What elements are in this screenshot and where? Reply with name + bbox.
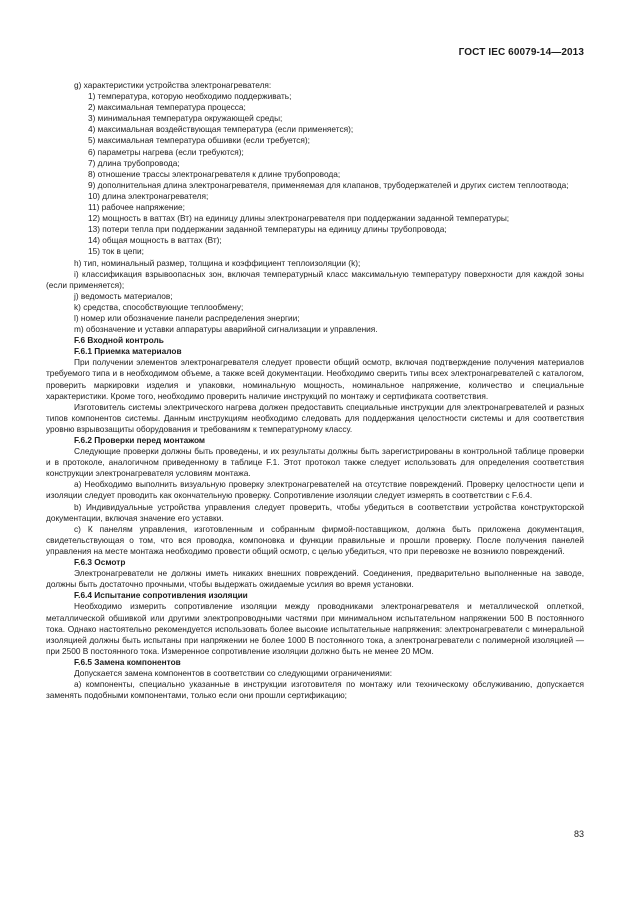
list-item: 7) длина трубопровода; — [88, 157, 180, 168]
list-item: l) номер или обозначение панели распределения энергии; — [74, 312, 300, 323]
list-item: g) характеристики устройства электронагревателя: — [74, 80, 272, 90]
list-item: 5) максимальная температура обшивки (если требуется); — [88, 135, 310, 146]
page-number: 83 — [573, 829, 584, 839]
list-item: 8) отношение трассы электронагревателя к длине трубопровода; — [88, 168, 341, 179]
section-heading: F.6.1 Приемка материалов — [74, 346, 182, 357]
paragraph: Допускается замена компонентов в соответствии со следующими ограничениями: — [74, 667, 393, 678]
paragraph: a) компоненты, специально указанные в инструкции изготовителя по монтажу или техническому обслуживанию, допускается заменять подобными компонентами, только если они прошли сертификацию; — [46, 679, 584, 701]
list-item: 15) ток в цепи; — [88, 246, 144, 257]
list-item: 1) температура, которую необходимо поддерживать; — [88, 91, 292, 102]
list-item: h) тип, номинальный размер, толщина и коэффициент теплоизоляции (k); — [74, 257, 361, 268]
paragraph: Изготовитель системы электрического нагрева должен предоставить специальные инструкции для электронагревателей и разных типов компонентов системы. Данным инструкциям необходимо следовать для поддержания целостности системы и для соответствия уровню взрывозащиты оборудования и требованиям к температурному классу. — [46, 401, 584, 434]
paragraph: a) Необходимо выполнить визуальную проверку электронагревателей на отсутствие повреждений. Проверку целостности цепи и изоляции следует проводить как окончательную проверку. Сопротивление изоляции следует измерять в соответствии с F.6.4. — [46, 479, 584, 501]
list-item: 4) максимальная воздействующая температура (если применяется); — [88, 124, 354, 135]
paragraph: c) К панелям управления, изготовленным и собранным фирмой-поставщиком, должна быть приложена документация, свидетельствующая о том, что вся проводка, компоновка и функции правильные и прошли проверку. После получения панелей управления на месте монтажа необходимо провести общий осмотр, с целью убедиться, что при перевозке не возникло повреждений. — [46, 523, 584, 556]
document-header: ГОСТ IEC 60079-14—2013 — [458, 47, 584, 58]
section-heading: F.6.4 Испытание сопротивления изоляции — [74, 590, 248, 601]
section-heading: F.6.5 Замена компонентов — [74, 656, 181, 667]
section-heading: F.6.2 Проверки перед монтажом — [74, 435, 206, 445]
paragraph: При получении элементов электронагревателя следует провести общий осмотр, включая подтверждение получения материалов требуемого типа и в необходимом объеме, а также всей документации. Необходимо сверить типы всех электронагревателей с каталогом, проверить маркировки изделия и упаковки, номинальную мощность, номинальное напряжение, количество и специальные характеристики. Кроме того, необходимо проверить наличие инструкций по монтажу и сертификата соответствия. — [46, 357, 584, 401]
list-item: 6) параметры нагрева (если требуются); — [88, 146, 244, 157]
document-body — [46, 80, 584, 701]
list-item: m) обозначение и уставки аппаратуры аварийной сигнализации и управления. — [74, 324, 378, 335]
paragraph: Следующие проверки должны быть проведены, и их результаты должны быть зарегистрированы в контрольной таблице проверки и в протоколе, аналогичном приведенному в таблице F.1. Этот протокол также следует использовать для определения соответствия конструкции электронагревателя условиям монтажа. — [46, 446, 584, 479]
list-item: 9) дополнительная длина электронагревателя, применяемая для клапанов, трубодержателей и других систем теплоотвода; — [88, 179, 569, 190]
paragraph: Необходимо измерить сопротивление изоляции между проводниками электронагревателя и металлической оплеткой, металлической обшивкой или другими электропроводными частями при минимальном испытательном напряжении 500 В постоянного тока. Однако настоятельно рекомендуется использовать более высокие испытательные напряжения: электронагреватели с минеральной изоляцией должны быть испытаны при напряжении не более 1000 В постоянного тока, а электронагреватели с полимерной изоляцией — при 2500 В постоянного тока. Измеренное сопротивление изоляции должно быть не менее 20 МОм. — [46, 601, 584, 656]
list-item: 10) длина электронагревателя; — [88, 190, 209, 201]
list-item: 14) общая мощность в ваттах (Вт); — [88, 235, 222, 246]
list-item: i) классификация взрывоопасных зон, включая температурный класс максимальную температуру поверхности для каждой зоны (если применяется); — [46, 268, 584, 290]
section-heading: F.6 Входной контроль — [74, 335, 164, 346]
list-item: k) средства, способствующие теплообмену; — [74, 301, 244, 312]
list-item: 11) рабочее напряжение; — [88, 202, 185, 213]
paragraph: Электронагреватели не должны иметь никаких внешних повреждений. Соединения, предварительно выполненные на заводе, должны быть достаточно прочными, чтобы выдержать ожидаемые усилия во время установки. — [46, 568, 584, 590]
list-item: 2) максимальная температура процесса; — [88, 102, 246, 113]
list-item: j) ведомость материалов; — [74, 290, 173, 301]
list-item: 3) минимальная температура окружающей среды; — [88, 113, 283, 124]
list-item: 12) мощность в ваттах (Вт) на единицу длины электронагревателя при поддержании заданной температуры; — [88, 213, 510, 224]
list-item: 13) потери тепла при поддержании заданной температуры на единицу длины трубопровода; — [88, 224, 447, 235]
paragraph: b) Индивидуальные устройства управления следует проверить, чтобы убедиться в соответствии устройства конструкторской документации, включая значение его уставки. — [46, 501, 584, 523]
section-heading: F.6.3 Осмотр — [74, 557, 126, 568]
